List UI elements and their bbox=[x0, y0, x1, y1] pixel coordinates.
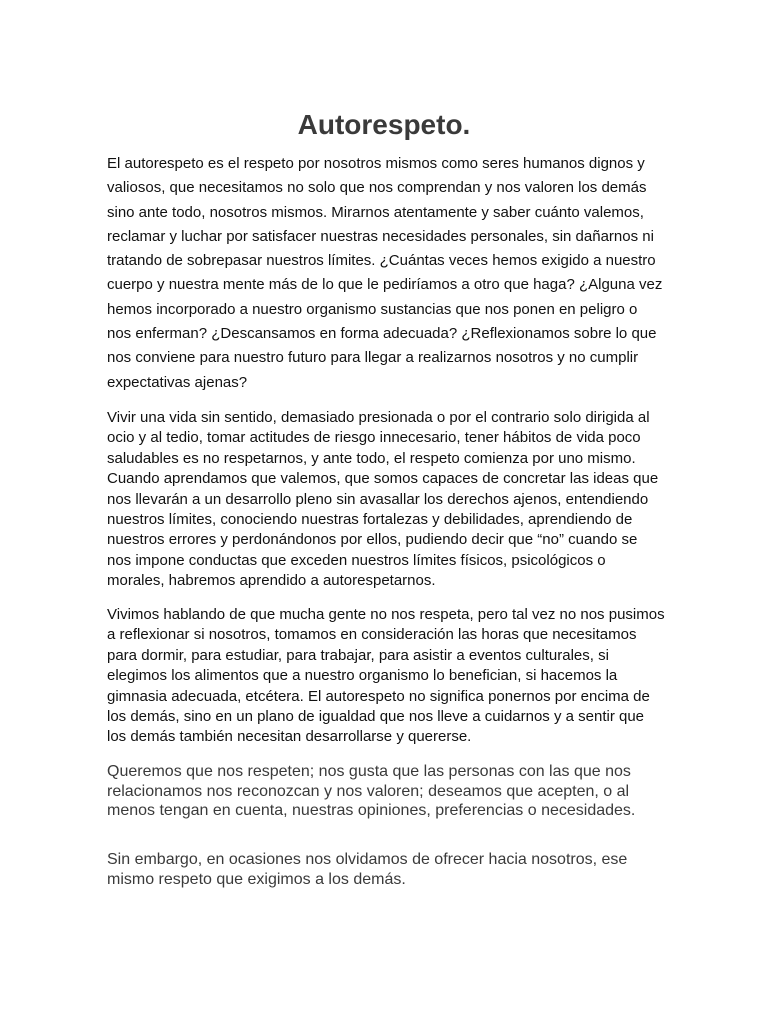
paragraph-3: Vivimos hablando de que mucha gente no nos respeta, pero tal vez no nos pusimos a reflexionar si nosotros, tomamos en consideración las horas que necesitamos para dormir, para estudiar, para trabajar, para asistir a eventos culturales, si elegimos los alimentos que a nuestro organismo lo benefician, si hacemos la gimnasia adecuada, etcétera. El autorespeto no significa ponernos por encima de los demás, sino en un plano de igualdad que nos lleve a cuidarnos y a sentir que los demás también necesitan desarrollarse y quererse. bbox=[107, 606, 665, 746]
paragraph-2: Vivir una vida sin sentido, demasiado presionada o por el contrario solo dirigida al ocio y al tedio, tomar actitudes de riesgo innecesario, tener hábitos de vida poco saludables es no respetarnos, y ante todo, el respeto comienza por uno mismo. Cuando aprendamos que valemos, que somos capaces de concretar las ideas que nos llevarán a un desarrollo pleno sin avasallar los derechos ajenos, entendiendo nuestros límites, conociendo nuestras fortalezas y debilidades, aprendiendo de nuestros errores y perdonándonos por ellos, pudiendo decir que “no” cuando se nos impone conductas que exceden nuestros límites físicos, psicológicos o morales, habremos aprendido a autorespetarnos. bbox=[107, 409, 659, 590]
paragraph-4: Queremos que nos respeten; nos gusta que las personas con las que nos relacionamos nos reconozcan y nos valoren; deseamos que acepten, o al menos tengan en cuenta, nuestras opiniones, preferencias o necesidades. bbox=[107, 763, 636, 819]
paragraph-1: El autorespeto es el respeto por nosotros mismos como seres humanos dignos y valiosos, que necesitamos no solo que nos comprendan y nos valoren los demás sino ante todo, nosotros mismos. Mirarnos atentamente y saber cuánto valemos, reclamar y luchar por satisfacer nuestras necesidades personales, sin dañarnos ni tratando de sobrepasar nuestros límites. ¿Cuántas veces hemos exigido a nuestro cuerpo y nuestra mente más de lo que le pediríamos a otro que haga? ¿Alguna vez hemos incorporado a nuestro organismo sustancias que nos ponen en peligro o nos enferman? ¿Descansamos en forma adecuada? ¿Reflexionamos sobre lo que nos conviene para nuestro futuro para llegar a realizarnos nosotros y no cumplir expectativas ajenas? bbox=[107, 155, 663, 391]
paragraph-5: Sin embargo, en ocasiones nos olvidamos de ofrecer hacia nosotros, ese mismo respeto que exigimos a los demás. bbox=[107, 851, 628, 888]
page-title: Autorespeto. bbox=[297, 109, 471, 140]
